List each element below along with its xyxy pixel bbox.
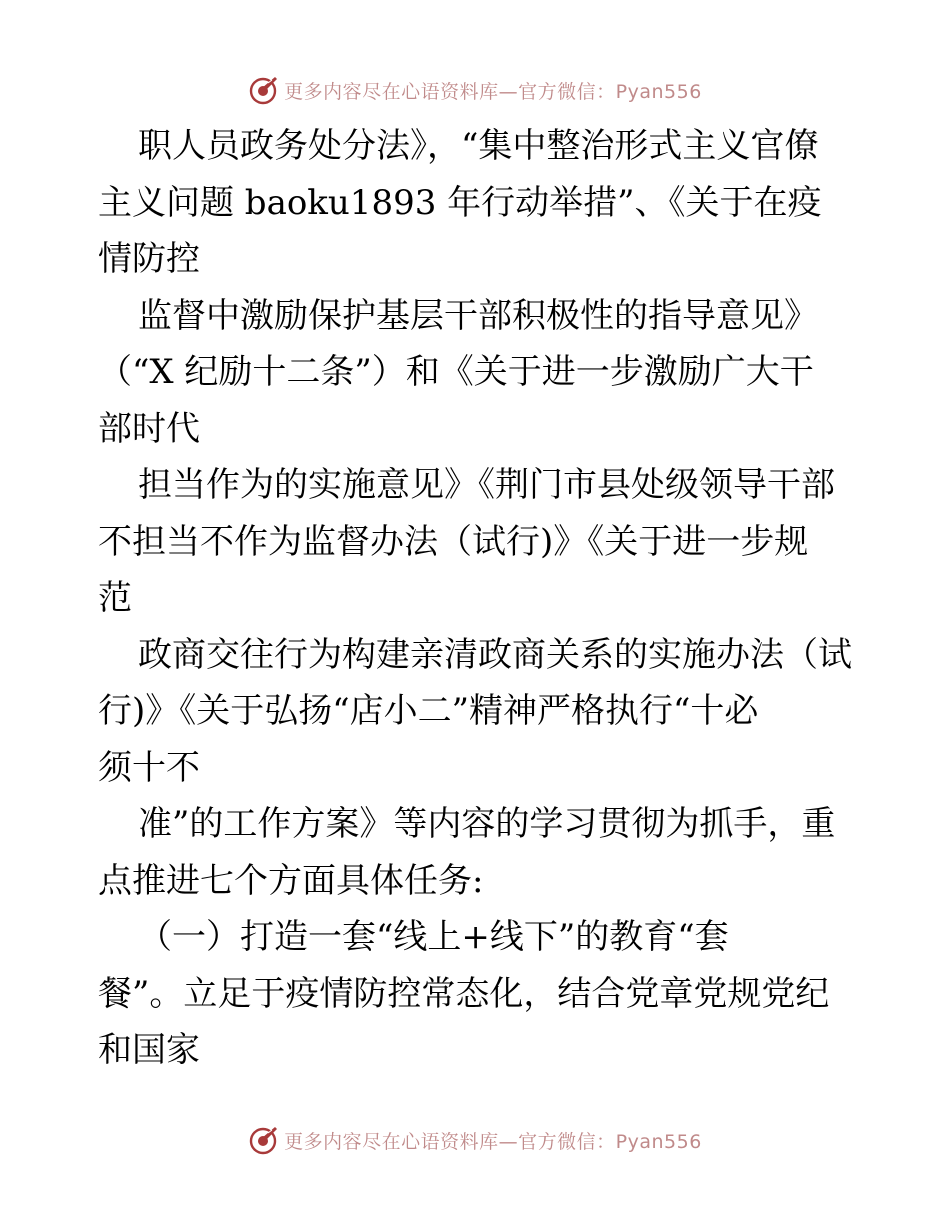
footer-banner-text: 更多内容尽在心语资料库—官方微信：Pyan556 — [284, 1130, 702, 1153]
body-text-line: 职人员政务处分法》，“集中整治形式主义官僚 — [138, 126, 819, 166]
pen-quill-circle-logo-icon — [248, 1124, 280, 1156]
body-text-line: 须十不 — [98, 747, 200, 788]
body-text-line: 不担当不作为监督办法（试行)》《关于进一步规 — [98, 521, 809, 562]
header-banner — [0, 72, 950, 108]
body-text-line: 餐”。立足于疫情防控常态化，结合党章党规党纪 — [98, 973, 830, 1014]
header-banner-text: 更多内容尽在心语资料库—官方微信：Pyan556 — [284, 80, 702, 103]
body-text-line: 担当作为的实施意见》《荆门市县处级领导干部 — [138, 465, 835, 505]
body-text-line: 政商交往行为构建亲清政商关系的实施办法（试 — [138, 634, 852, 675]
footer-banner — [0, 1122, 950, 1158]
document-body — [98, 118, 858, 1079]
body-text-line: 部时代 — [98, 408, 200, 449]
body-text-line: （“X 纪励十二条”）和《关于进一步激励广大干 — [98, 352, 814, 392]
body-text-line: 范 — [98, 578, 132, 618]
body-text-line: （一）打造一套“线上+线下”的教育“套 — [138, 917, 729, 957]
body-text-line: 主义问题 baoku1893 年行动举措”、《关于在疫 — [98, 182, 822, 223]
body-text-line: 情防控 — [98, 239, 200, 279]
pen-quill-circle-logo-icon — [248, 74, 280, 106]
body-text-line: 行)》《关于弘扬“店小二”精神严格执行“十必 — [98, 691, 759, 731]
body-text-line: 监督中激励保护基层干部积极性的指导意见》 — [138, 295, 818, 336]
body-text-line: 准”的工作方案》等内容的学习贯彻为抓手，重 — [138, 804, 836, 844]
body-text-line: 点推进七个方面具体任务: — [98, 860, 484, 901]
body-text-line: 和国家 — [98, 1030, 200, 1070]
